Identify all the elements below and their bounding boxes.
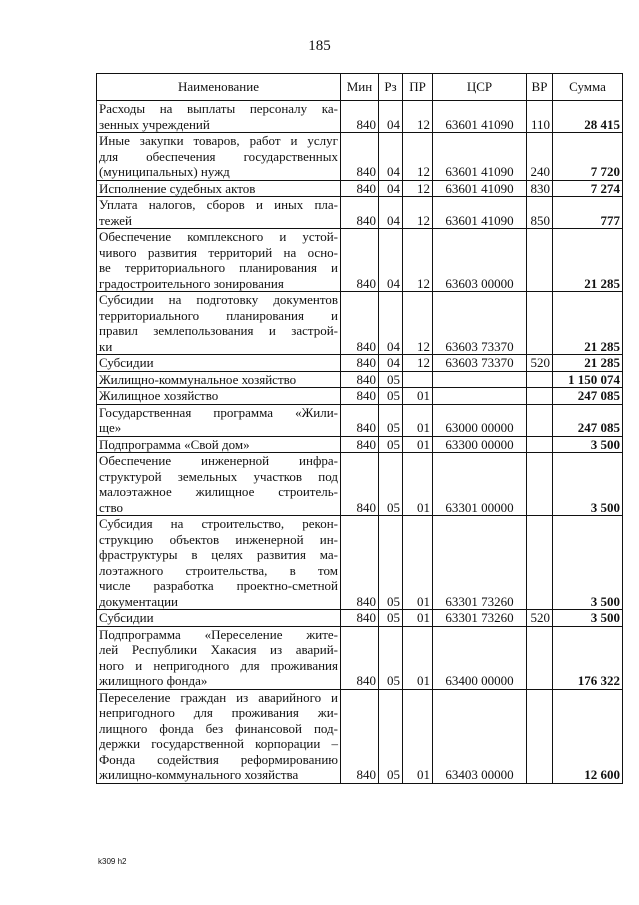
- row-csr: 63603 73370: [433, 355, 527, 372]
- row-csr: 63603 00000: [433, 229, 527, 292]
- row-csr: [433, 388, 527, 405]
- row-pr: [403, 371, 433, 388]
- row-min: 840: [341, 689, 379, 783]
- row-pr: 12: [403, 355, 433, 372]
- row-min: 840: [341, 180, 379, 197]
- row-min: 840: [341, 229, 379, 292]
- row-sum: 21 285: [553, 292, 623, 355]
- table-row: [97, 626, 623, 689]
- row-name-line: ще»: [99, 420, 122, 435]
- row-name-line: Фонда содействия реформированию: [99, 751, 338, 767]
- row-name: [97, 229, 341, 292]
- row-rz: 05: [379, 516, 403, 610]
- table-row: [97, 610, 623, 627]
- row-pr: 12: [403, 101, 433, 133]
- row-name-line: жилищно-коммунального хозяйства: [99, 767, 299, 782]
- row-rz: 05: [379, 453, 403, 516]
- row-sum: 176 322: [553, 626, 623, 689]
- row-name-line: малоэтажное жилищное строитель-: [99, 484, 338, 499]
- row-rz: 04: [379, 133, 403, 181]
- row-min: 840: [341, 101, 379, 133]
- row-rz: 04: [379, 101, 403, 133]
- row-min: 840: [341, 516, 379, 610]
- row-pr: 01: [403, 516, 433, 610]
- row-pr: 01: [403, 388, 433, 405]
- table-row: [97, 436, 623, 453]
- row-name-line: фраструктуры в целях развития ма-: [99, 547, 338, 562]
- row-vr: [527, 292, 553, 355]
- table-row: [97, 292, 623, 355]
- table-row: [97, 229, 623, 292]
- table-row: [97, 404, 623, 436]
- row-vr: [527, 388, 553, 405]
- row-name-line: непригодного для проживания жи-: [99, 705, 338, 720]
- row-name-line: Субсидии на подготовку документов: [99, 292, 338, 307]
- row-name-line: держки государственной корпорации –: [99, 736, 338, 751]
- row-rz: 05: [379, 404, 403, 436]
- row-sum: 3 500: [553, 453, 623, 516]
- row-name-line: (муниципальных) нужд: [99, 164, 230, 179]
- column-header-sum: Сумма: [553, 74, 623, 101]
- row-name-line: Переселение граждан из аварийного и: [99, 689, 338, 705]
- row-name-line: территориального планирования и: [99, 307, 338, 323]
- row-vr: [527, 404, 553, 436]
- row-name-line: Расходы на выплаты персоналу ка-: [99, 101, 338, 116]
- row-pr: 12: [403, 133, 433, 181]
- row-name: [97, 404, 341, 436]
- table-row: [97, 180, 623, 197]
- row-min: 840: [341, 133, 379, 181]
- row-sum: 3 500: [553, 610, 623, 627]
- row-rz: 05: [379, 436, 403, 453]
- table-row: [97, 371, 623, 388]
- row-name-line: Исполнение судебных актов: [99, 180, 256, 196]
- table-row: [97, 355, 623, 372]
- row-vr: 520: [527, 610, 553, 627]
- row-vr: [527, 453, 553, 516]
- row-sum: 247 085: [553, 388, 623, 405]
- row-name-line: лищного фонда без финансовой под-: [99, 720, 338, 736]
- row-min: 840: [341, 371, 379, 388]
- row-vr: [527, 626, 553, 689]
- row-name: [97, 388, 341, 405]
- row-sum: 7 274: [553, 180, 623, 197]
- row-min: 840: [341, 197, 379, 229]
- row-csr: [433, 371, 527, 388]
- row-pr: 01: [403, 453, 433, 516]
- row-pr: 12: [403, 180, 433, 197]
- row-name-line: Государственная программа «Жили-: [99, 404, 338, 420]
- row-csr: 63000 00000: [433, 404, 527, 436]
- row-pr: 12: [403, 229, 433, 292]
- row-name-line: струкцию объектов инженерной ин-: [99, 531, 338, 547]
- row-name: [97, 133, 341, 181]
- row-csr: 63601 41090: [433, 133, 527, 181]
- row-csr: 63301 00000: [433, 453, 527, 516]
- footer-code: k309 h2: [98, 857, 127, 866]
- row-rz: 04: [379, 197, 403, 229]
- row-name: [97, 626, 341, 689]
- row-name-line: структурой земельных участков под: [99, 468, 338, 484]
- row-name-line: лоэтажного строительства, в том: [99, 562, 338, 578]
- table-row: [97, 197, 623, 229]
- table-row: [97, 453, 623, 516]
- row-vr: [527, 371, 553, 388]
- page-number: 185: [308, 38, 331, 54]
- row-name-line: Обеспечение инженерной инфра-: [99, 453, 338, 468]
- table-row: [97, 388, 623, 405]
- row-vr: 240: [527, 133, 553, 181]
- budget-table: [96, 73, 623, 784]
- row-rz: 04: [379, 292, 403, 355]
- row-name: [97, 292, 341, 355]
- row-sum: 1 150 074: [553, 371, 623, 388]
- row-name-line: документации: [99, 593, 179, 609]
- row-rz: 04: [379, 355, 403, 372]
- row-csr: 63301 73260: [433, 610, 527, 627]
- row-name: [97, 436, 341, 453]
- row-name: [97, 355, 341, 372]
- row-rz: 05: [379, 626, 403, 689]
- row-pr: 01: [403, 689, 433, 783]
- column-header-csr: ЦСР: [433, 74, 527, 101]
- row-name-line: Жилищное хозяйство: [99, 388, 219, 403]
- row-vr: [527, 516, 553, 610]
- row-name-line: ки: [99, 338, 113, 354]
- row-name-line: Субсидии: [99, 610, 154, 625]
- column-header-name: Наименование: [97, 74, 341, 101]
- row-name-line: Субсидия на строительство, рекон-: [99, 516, 338, 531]
- row-csr: 63300 00000: [433, 436, 527, 453]
- row-min: 840: [341, 436, 379, 453]
- row-rz: 04: [379, 229, 403, 292]
- row-sum: 247 085: [553, 404, 623, 436]
- row-name: [97, 371, 341, 388]
- row-name-line: Иные закупки товаров, работ и услуг: [99, 133, 338, 148]
- row-vr: 850: [527, 197, 553, 229]
- row-name-line: тежей: [99, 212, 132, 228]
- row-pr: 12: [403, 197, 433, 229]
- row-name-line: Подпрограмма «Переселение жите-: [99, 626, 338, 642]
- row-name: [97, 453, 341, 516]
- row-csr: 63403 00000: [433, 689, 527, 783]
- header-row: [97, 74, 623, 101]
- row-name-line: Подпрограмма «Свой дом»: [99, 436, 250, 452]
- row-min: 840: [341, 404, 379, 436]
- row-vr: 520: [527, 355, 553, 372]
- table-row: [97, 516, 623, 610]
- row-csr: 63400 00000: [433, 626, 527, 689]
- row-vr: [527, 689, 553, 783]
- row-name-line: Уплата налогов, сборов и иных пла-: [99, 197, 338, 212]
- row-pr: 01: [403, 436, 433, 453]
- row-name: [97, 180, 341, 197]
- row-name-line: Субсидии: [99, 355, 154, 370]
- row-pr: 01: [403, 626, 433, 689]
- row-sum: 3 500: [553, 516, 623, 610]
- row-rz: 05: [379, 689, 403, 783]
- column-header-pr: ПР: [403, 74, 433, 101]
- row-sum: 28 415: [553, 101, 623, 133]
- row-csr: 63601 41090: [433, 197, 527, 229]
- row-name-line: чивого развития территорий на осно-: [99, 244, 338, 260]
- row-min: 840: [341, 355, 379, 372]
- row-name-line: лей Республики Хакасия из аварий-: [99, 642, 338, 657]
- row-min: 840: [341, 626, 379, 689]
- column-header-vr: ВР: [527, 74, 553, 101]
- row-name-line: Обеспечение комплексного и устой-: [99, 229, 338, 244]
- row-name-line: жилищного фонда»: [99, 673, 208, 688]
- row-name-line: ного и непригодного для проживания: [99, 657, 338, 673]
- row-pr: 12: [403, 292, 433, 355]
- row-sum: 21 285: [553, 355, 623, 372]
- row-sum: 21 285: [553, 229, 623, 292]
- row-name: [97, 516, 341, 610]
- row-name-line: зенных учреждений: [99, 116, 210, 132]
- table-row: [97, 133, 623, 181]
- row-name-line: ство: [99, 499, 124, 515]
- row-rz: 04: [379, 180, 403, 197]
- row-min: 840: [341, 453, 379, 516]
- row-csr: 63601 41090: [433, 180, 527, 197]
- row-name-line: ве территориального планирования и: [99, 260, 338, 275]
- table-row: [97, 101, 623, 133]
- row-name: [97, 610, 341, 627]
- row-csr: 63601 41090: [433, 101, 527, 133]
- row-name-line: для обеспечения государственных: [99, 148, 338, 164]
- row-rz: 05: [379, 371, 403, 388]
- row-rz: 05: [379, 610, 403, 627]
- row-name: [97, 101, 341, 133]
- row-sum: 7 720: [553, 133, 623, 181]
- row-name-line: числе разработка проектно-сметной: [99, 578, 338, 593]
- row-min: 840: [341, 292, 379, 355]
- table-body: [97, 101, 623, 784]
- row-name-line: правил землепользования и застрой-: [99, 323, 338, 338]
- row-name: [97, 689, 341, 783]
- row-vr: [527, 229, 553, 292]
- row-sum: 3 500: [553, 436, 623, 453]
- row-vr: 110: [527, 101, 553, 133]
- row-csr: 63301 73260: [433, 516, 527, 610]
- row-min: 840: [341, 610, 379, 627]
- row-pr: 01: [403, 610, 433, 627]
- row-csr: 63603 73370: [433, 292, 527, 355]
- row-vr: [527, 436, 553, 453]
- row-vr: 830: [527, 180, 553, 197]
- row-name: [97, 197, 341, 229]
- row-sum: 12 600: [553, 689, 623, 783]
- row-name-line: градостроительного зонирования: [99, 275, 284, 291]
- column-header-min: Мин: [341, 74, 379, 101]
- row-rz: 05: [379, 388, 403, 405]
- row-min: 840: [341, 388, 379, 405]
- row-name-line: Жилищно-коммунальное хозяйство: [99, 371, 297, 387]
- row-pr: 01: [403, 404, 433, 436]
- table-row: [97, 689, 623, 783]
- row-sum: 777: [553, 197, 623, 229]
- column-header-rz: Рз: [379, 74, 403, 101]
